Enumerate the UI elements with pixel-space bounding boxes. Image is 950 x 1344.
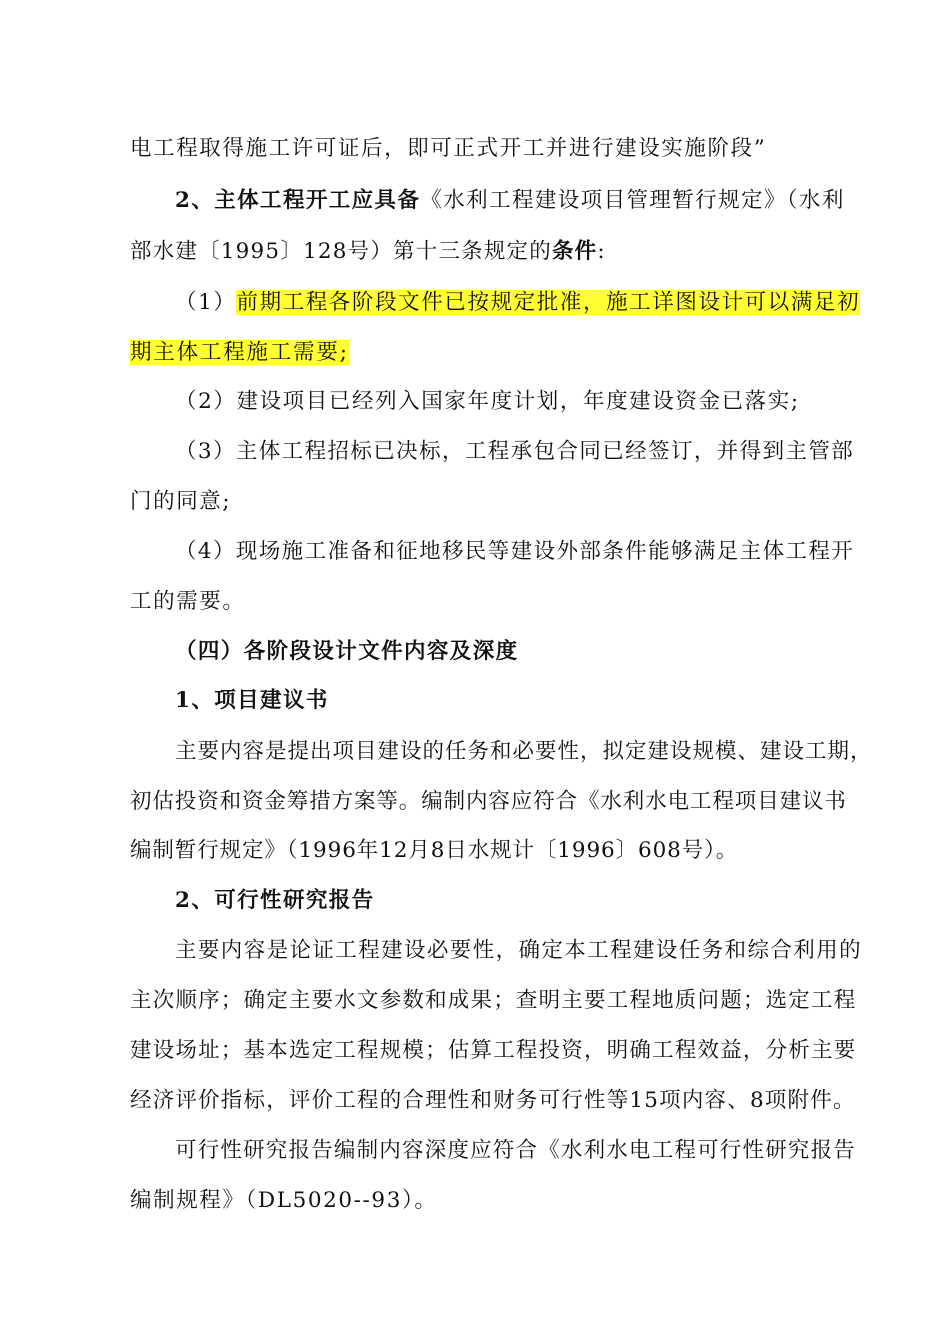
paragraph-line: 可行性研究报告编制内容深度应符合《水利水电工程可行性研究报告 xyxy=(175,1138,857,1163)
paragraph-line xyxy=(130,338,349,368)
section-heading: （四）各阶段设计文件内容及深度 xyxy=(175,639,519,664)
paragraph-line: 电工程取得施工许可证后，即可正式开工并进行建设实施阶段” xyxy=(130,136,767,161)
paragraph-line: 编制规程》（DL5020--93）。 xyxy=(130,1188,438,1213)
list-item-4: （4）现场施工准备和征地移民等建设外部条件能够满足主体工程开 xyxy=(175,539,855,564)
list-marker: （1） xyxy=(175,290,237,315)
list-item-1 xyxy=(175,288,860,318)
highlighted-text: 前期工程各阶段文件已按规定批准，施工详图设计可以满足初 xyxy=(236,290,861,315)
item-heading-2 xyxy=(175,186,845,216)
item-heading-lead: 2、主体工程开工应具备 xyxy=(175,188,421,213)
paragraph-line: 工的需要。 xyxy=(130,589,246,614)
paragraph-line: 门的同意; xyxy=(130,489,232,514)
paragraph-line: 建设场址；基本选定工程规模；估算工程投资，明确工程效益，分析主要 xyxy=(130,1038,857,1063)
text-run: 部水建〔1995〕128号）第十三条规定的 xyxy=(130,239,552,264)
subsection-heading: 2、可行性研究报告 xyxy=(175,888,375,913)
highlighted-text: 期主体工程施工需要; xyxy=(130,340,349,365)
paragraph-line: 经济评价指标，评价工程的合理性和财务可行性等15项内容、8项附件。 xyxy=(130,1088,856,1113)
paragraph-line: 主要内容是提出项目建设的任务和必要性，拟定建设规模、建设工期， xyxy=(175,739,873,764)
list-item-3: （3）主体工程招标已决标，工程承包合同已经签订，并得到主管部 xyxy=(175,439,855,464)
paragraph-line: 主次顺序；确定主要水文参数和成果；查明主要工程地质问题；选定工程 xyxy=(130,988,857,1013)
paragraph-line xyxy=(130,237,606,267)
regulation-title: 《水利工程建设项目管理暂行规定》（水利 xyxy=(420,188,845,213)
paragraph-line: 编制暂行规定》（1996年12月8日水规计〔1996〕608号）。 xyxy=(130,838,739,863)
list-item-2: （2）建设项目已经列入国家年度计划，年度建设资金已落实; xyxy=(175,389,800,414)
conditions-label: 条件 xyxy=(551,239,598,264)
paragraph-line: 初估投资和资金筹措方案等。编制内容应符合《水利水电工程项目建议书 xyxy=(130,789,847,814)
colon: : xyxy=(597,239,606,264)
subsection-heading: 1、项目建议书 xyxy=(175,688,329,713)
paragraph-line: 主要内容是论证工程建设必要性，确定本工程建设任务和综合利用的 xyxy=(175,938,863,963)
